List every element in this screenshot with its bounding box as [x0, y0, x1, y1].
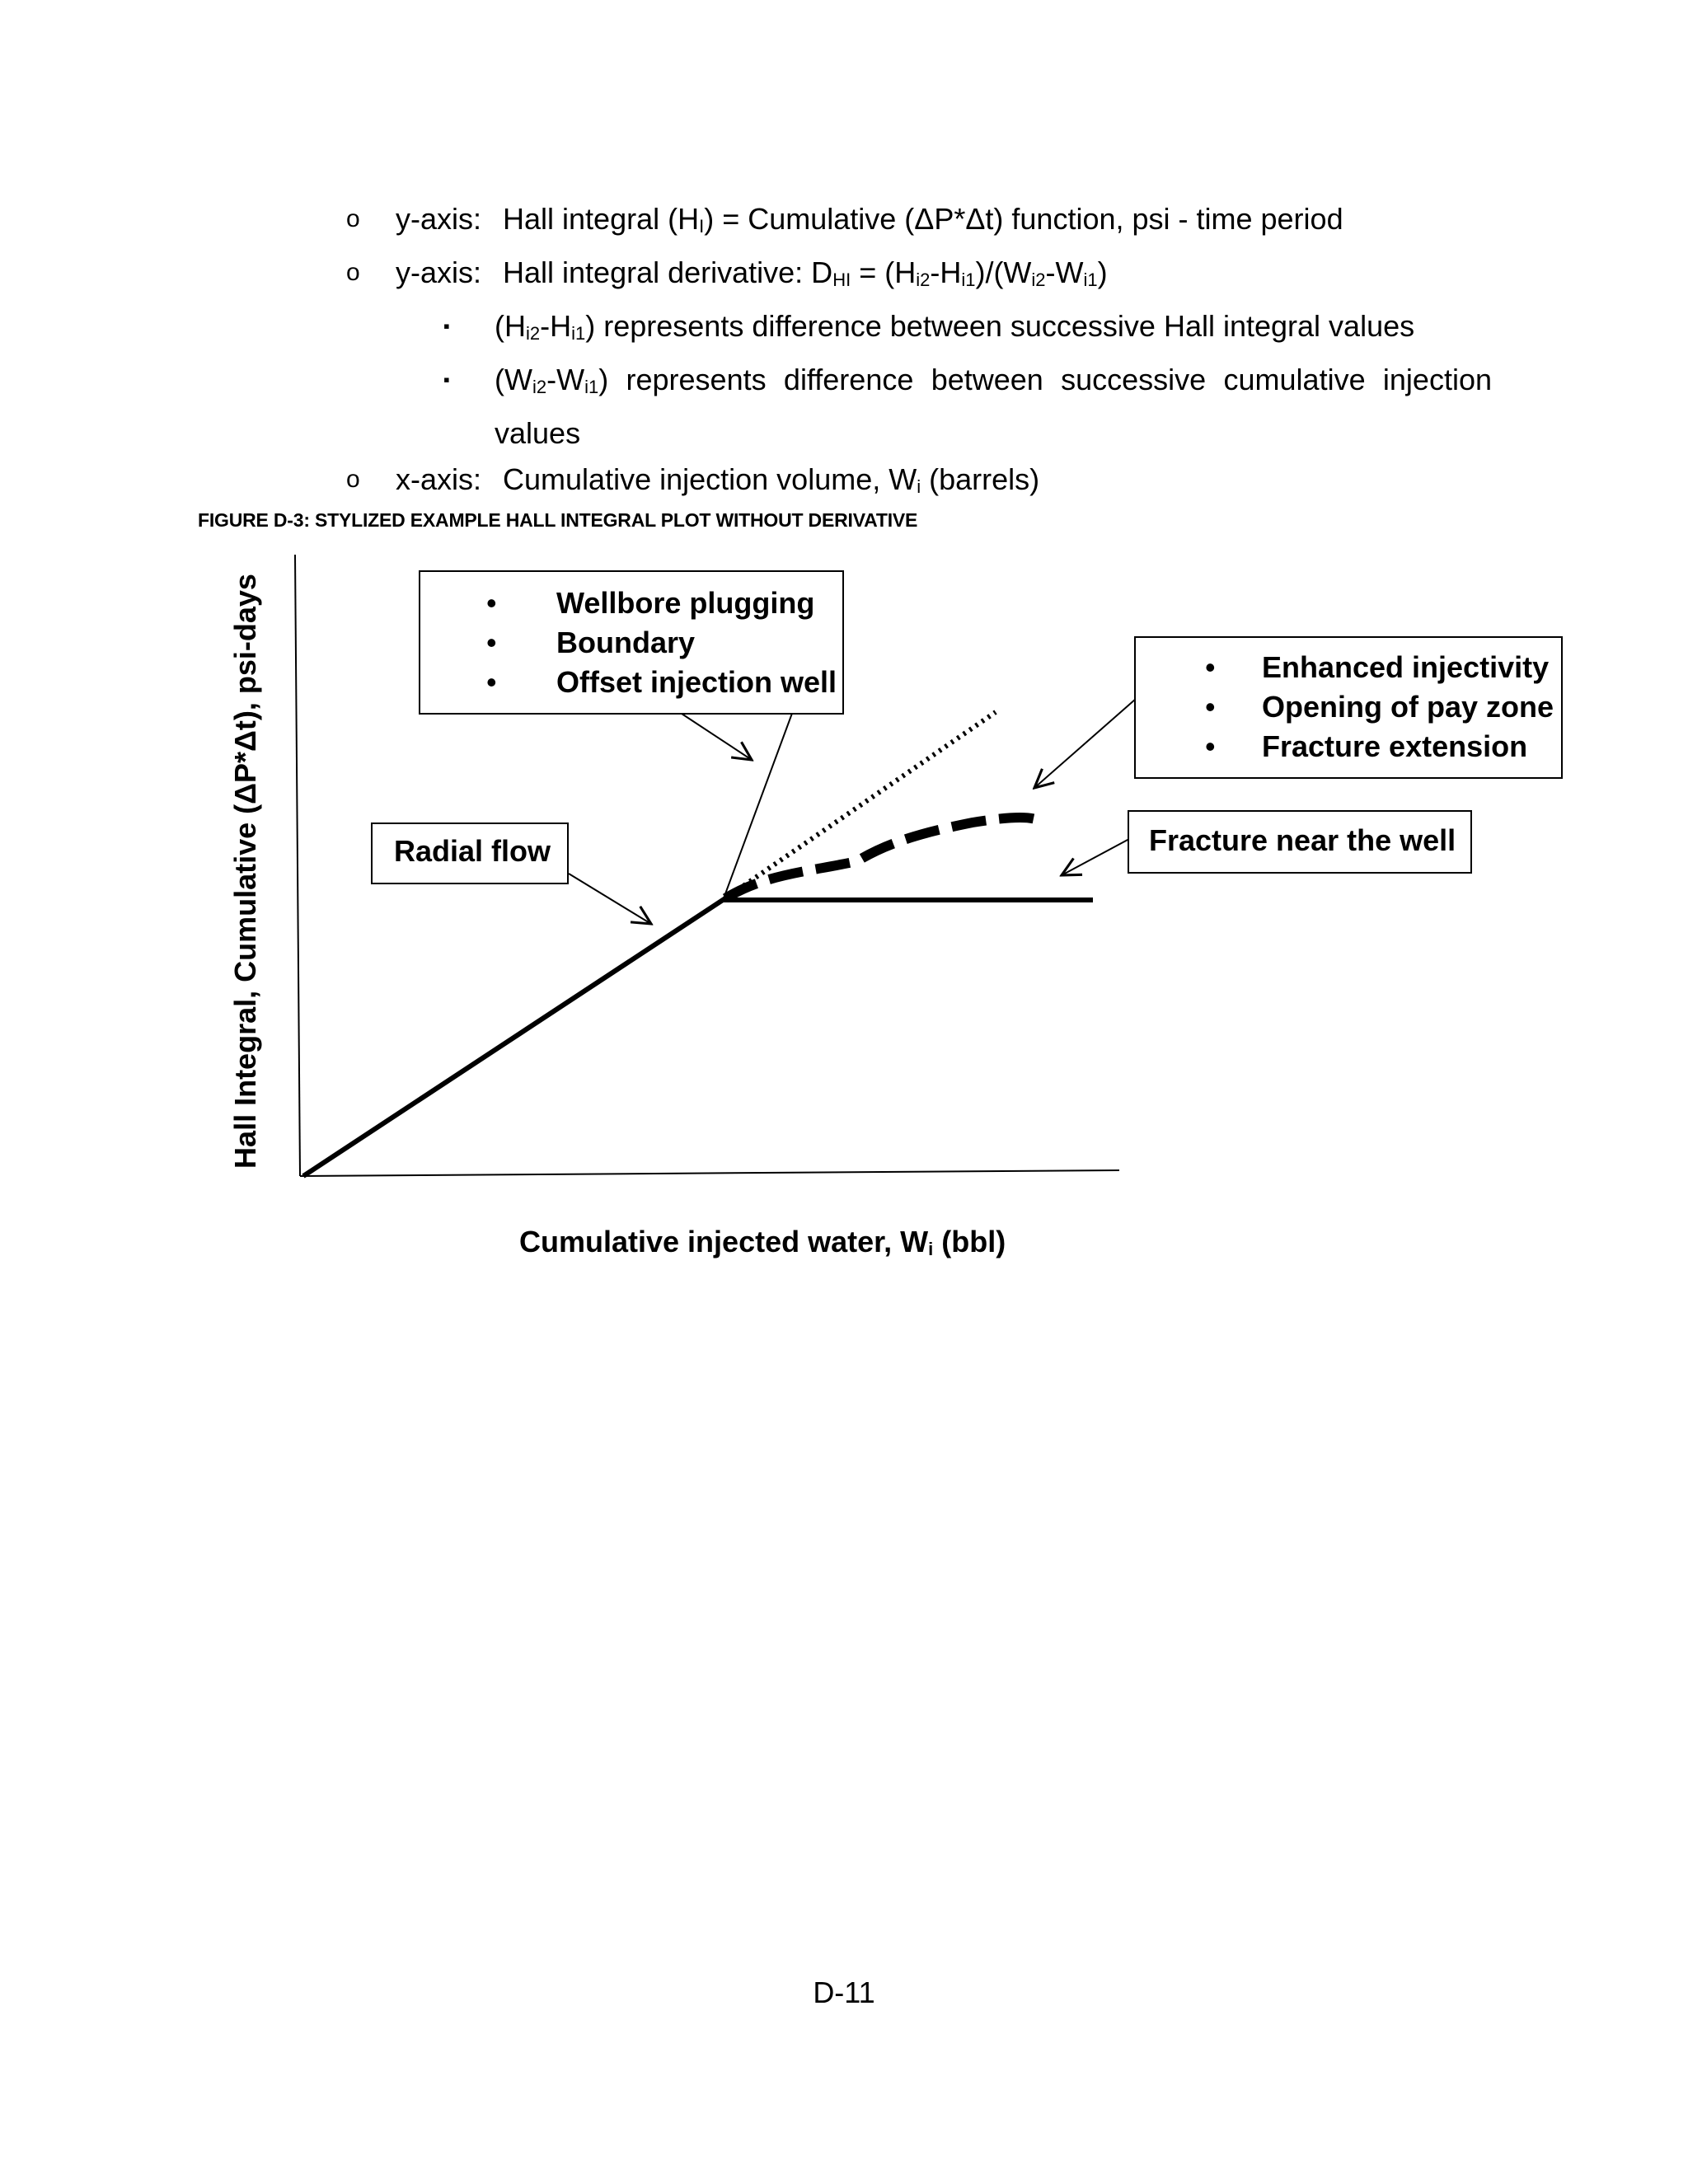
figure-caption: FIGURE D-3: STYLIZED EXAMPLE HALL INTEGRAL PLOT WITHOUT DERIVATIVE	[198, 509, 918, 531]
radial-flow-line	[303, 898, 725, 1176]
enhanced-injectivity-dotted-line	[725, 712, 996, 898]
list-item-text: $(H_{i2}-H_{i1})$ represents difference between successive Hall integral values	[495, 309, 1415, 344]
bullet-icon: •	[486, 626, 497, 659]
list-item-text: Cumulative injection volume, $W_i$ (barrels)	[503, 462, 1040, 497]
y-axis-line	[295, 555, 300, 1176]
y-axis-label: Hall Integral, Cumulative (ΔP*Δt), psi-days	[228, 574, 262, 1169]
square-bullet-icon: ▪	[443, 369, 450, 390]
wellbore-arrow	[674, 709, 752, 760]
bullet-icon: •	[1205, 690, 1216, 724]
bullet-icon: •	[486, 586, 497, 620]
list-item-text: $(W_{i2}-W_{i1})$ represents difference between successive cumulative injection values	[495, 363, 1492, 450]
hollow-bullet-icon: o	[346, 466, 360, 493]
hollow-bullet-icon: o	[346, 259, 360, 286]
list-item-label: y-axis:	[396, 202, 482, 236]
fracture-arrow	[1062, 839, 1129, 875]
radial-flow-callout	[371, 823, 569, 884]
hollow-bullet-icon: o	[346, 205, 360, 232]
list-item: • Opening of pay zone	[1205, 687, 1561, 727]
bullet-icon: •	[1205, 650, 1216, 684]
fracture-near-well-callout	[1128, 810, 1472, 874]
page-number: D-11	[813, 1975, 875, 2009]
enhanced-arrow	[1034, 699, 1136, 788]
list-item: • Enhanced injectivity	[1205, 648, 1561, 687]
callout-text: Radial flow	[394, 834, 551, 868]
list-item-label: y-axis:	[396, 255, 482, 289]
x-axis-line	[300, 1170, 1119, 1176]
list-item-text: Hall integral $(H_I)$ = Cumulative (ΔP*Δt) function, psi - time period	[503, 202, 1343, 237]
list-item-text: Hall integral derivative: $D_{HI} = (H_{i2}-H_{i1})/(W_{i2}-W_{i1})$	[503, 255, 1108, 290]
list-item-label: x-axis:	[396, 462, 482, 496]
enhanced-injectivity-callout	[1134, 636, 1563, 779]
wellbore-plugging-callout	[419, 570, 844, 715]
list-item: • Wellbore plugging	[486, 583, 842, 623]
bullet-icon: •	[1205, 729, 1216, 763]
fracture-extension-dashed-curve	[725, 818, 1043, 898]
list-item: • Boundary	[486, 623, 842, 663]
radial-arrow	[569, 874, 651, 924]
square-bullet-icon: ▪	[443, 316, 450, 336]
callout-text: Fracture near the well	[1149, 823, 1456, 857]
list-item: • Fracture extension	[1205, 727, 1561, 766]
bullet-icon: •	[486, 665, 497, 699]
list-item: • Offset injection well	[486, 663, 842, 702]
x-axis-label: Cumulative injected water, $W_i$ (bbl)	[519, 1225, 1006, 1259]
